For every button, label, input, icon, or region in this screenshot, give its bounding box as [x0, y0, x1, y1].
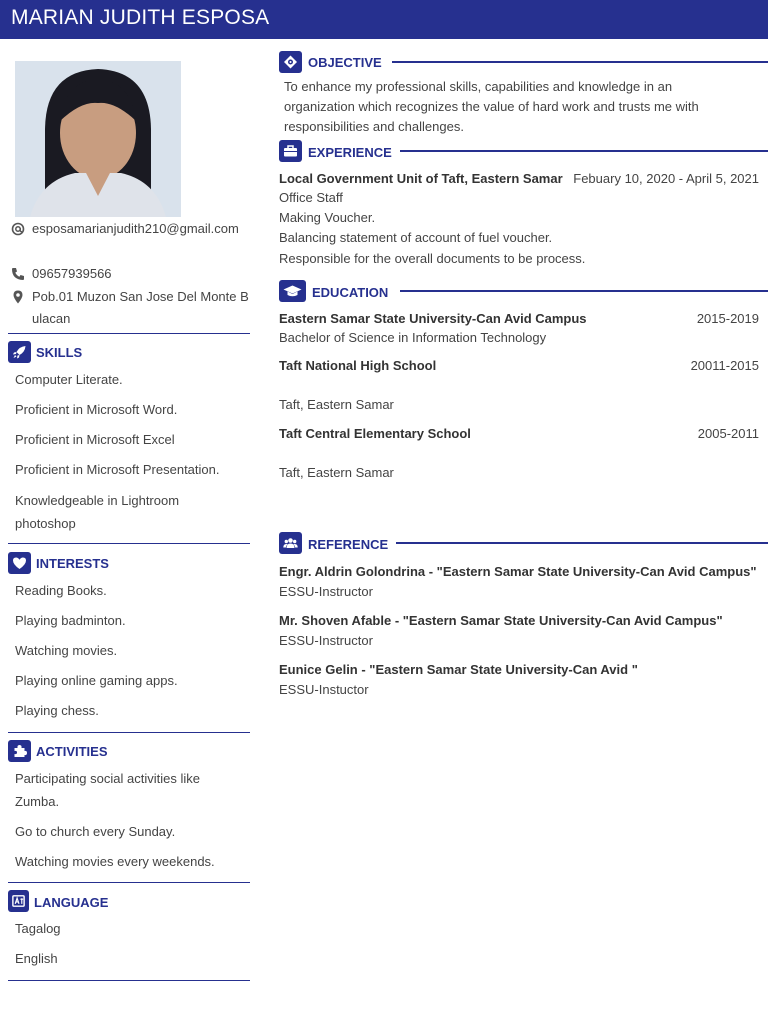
activity-item: Watching movies every weekends. [15, 854, 215, 869]
education-school: Taft National High School [279, 358, 437, 373]
skill-item: Computer Literate. [15, 372, 123, 387]
resume-name: MARIAN JUDITH ESPOSA [11, 6, 270, 29]
activities-heading: ACTIVITIES [36, 744, 108, 759]
activity-item: Participating social activities like Zumba. [15, 771, 200, 809]
section-rule [400, 150, 768, 152]
reference-role: ESSU-Instuctor [279, 682, 369, 697]
contact-phone[interactable] [10, 263, 250, 285]
reference-heading: REFERENCE [308, 537, 389, 552]
header-bar [0, 0, 768, 39]
education-school: Eastern Samar State University-Can Avid Campus [279, 311, 587, 326]
education-school: Taft Central Elementary School [279, 426, 471, 441]
interest-item: Playing chess. [15, 703, 99, 718]
puzzle-icon [8, 740, 31, 762]
experience-line: Office Staff [279, 190, 343, 205]
rocket-icon [8, 341, 31, 363]
heart-icon [8, 552, 31, 574]
phone-text: 09657939566 [32, 266, 112, 281]
experience-line: Responsible for the overall documents to be process. [279, 251, 586, 266]
briefcase-icon [279, 140, 302, 162]
interest-item: Playing badminton. [15, 613, 126, 628]
skill-item: Knowledgeable in Lightroom photoshop [15, 493, 180, 531]
language-item: English [15, 951, 58, 966]
divider [8, 732, 250, 733]
reference-name: Eunice Gelin - "Eastern Samar State University-Can Avid " [279, 662, 638, 677]
education-heading: EDUCATION [312, 285, 389, 300]
education-years: 2005-2011 [697, 426, 759, 441]
divider [8, 980, 250, 981]
experience-employer: Local Government Unit of Taft, Eastern Samar [279, 171, 563, 186]
reference-role: ESSU-Instructor [279, 584, 373, 599]
objective-text: To enhance my professional skills, capabilities and knowledge in an organization which recognizes the value of hard work and trusts me with responsibilities and challenges. [284, 79, 699, 134]
objective-heading: OBJECTIVE [308, 55, 382, 70]
activity-item: Go to church every Sunday. [15, 824, 176, 839]
education-years: 20011-2015 [690, 358, 759, 373]
experience-line: Making Voucher. [279, 210, 376, 225]
reference-name: Engr. Aldrin Golondrina - "Eastern Samar State University-Can Avid Campus" [279, 564, 757, 579]
experience-heading: EXPERIENCE [308, 145, 392, 160]
reference-name: Mr. Shoven Afable - "Eastern Samar State University-Can Avid Campus" [279, 613, 723, 628]
translate-icon [8, 890, 29, 912]
skill-item: Proficient in Microsoft Excel [15, 432, 175, 447]
skill-item: Proficient in Microsoft Presentation. [15, 462, 220, 477]
language-item: Tagalog [15, 921, 61, 936]
location-pin-icon [10, 289, 26, 305]
reference-role: ESSU-Instructor [279, 633, 373, 648]
language-heading: LANGUAGE [34, 895, 109, 910]
target-icon [279, 51, 302, 73]
at-icon [10, 221, 26, 237]
contact-address [10, 286, 250, 330]
interest-item: Playing online gaming apps. [15, 673, 178, 688]
graduation-cap-icon [279, 280, 306, 302]
section-rule [400, 290, 768, 292]
experience-dates: Febuary 10, 2020 - April 5, 2021 [573, 171, 759, 186]
education-detail: Taft, Eastern Samar [279, 397, 394, 412]
skill-item: Proficient in Microsoft Word. [15, 402, 178, 417]
divider [8, 543, 250, 544]
education-detail: Taft, Eastern Samar [279, 465, 394, 480]
experience-line: Balancing statement of account of fuel voucher. [279, 230, 553, 245]
education-years: 2015-2019 [696, 311, 759, 326]
section-rule [396, 542, 768, 544]
skills-heading: SKILLS [36, 345, 83, 360]
phone-icon [10, 266, 26, 282]
address-text: Pob.01 Muzon San Jose Del Monte Bulacan [32, 289, 249, 326]
email-text: esposamarianjudith210@gmail.com [32, 221, 239, 236]
interests-heading: INTERESTS [36, 556, 109, 571]
interest-item: Watching movies. [15, 643, 118, 658]
users-icon [279, 532, 302, 554]
interest-item: Reading Books. [15, 583, 107, 598]
education-detail: Bachelor of Science in Information Technology [279, 330, 547, 345]
divider [8, 882, 250, 883]
profile-photo [15, 61, 181, 217]
section-rule [392, 61, 768, 63]
contact-email[interactable] [10, 218, 250, 262]
divider [8, 333, 250, 334]
